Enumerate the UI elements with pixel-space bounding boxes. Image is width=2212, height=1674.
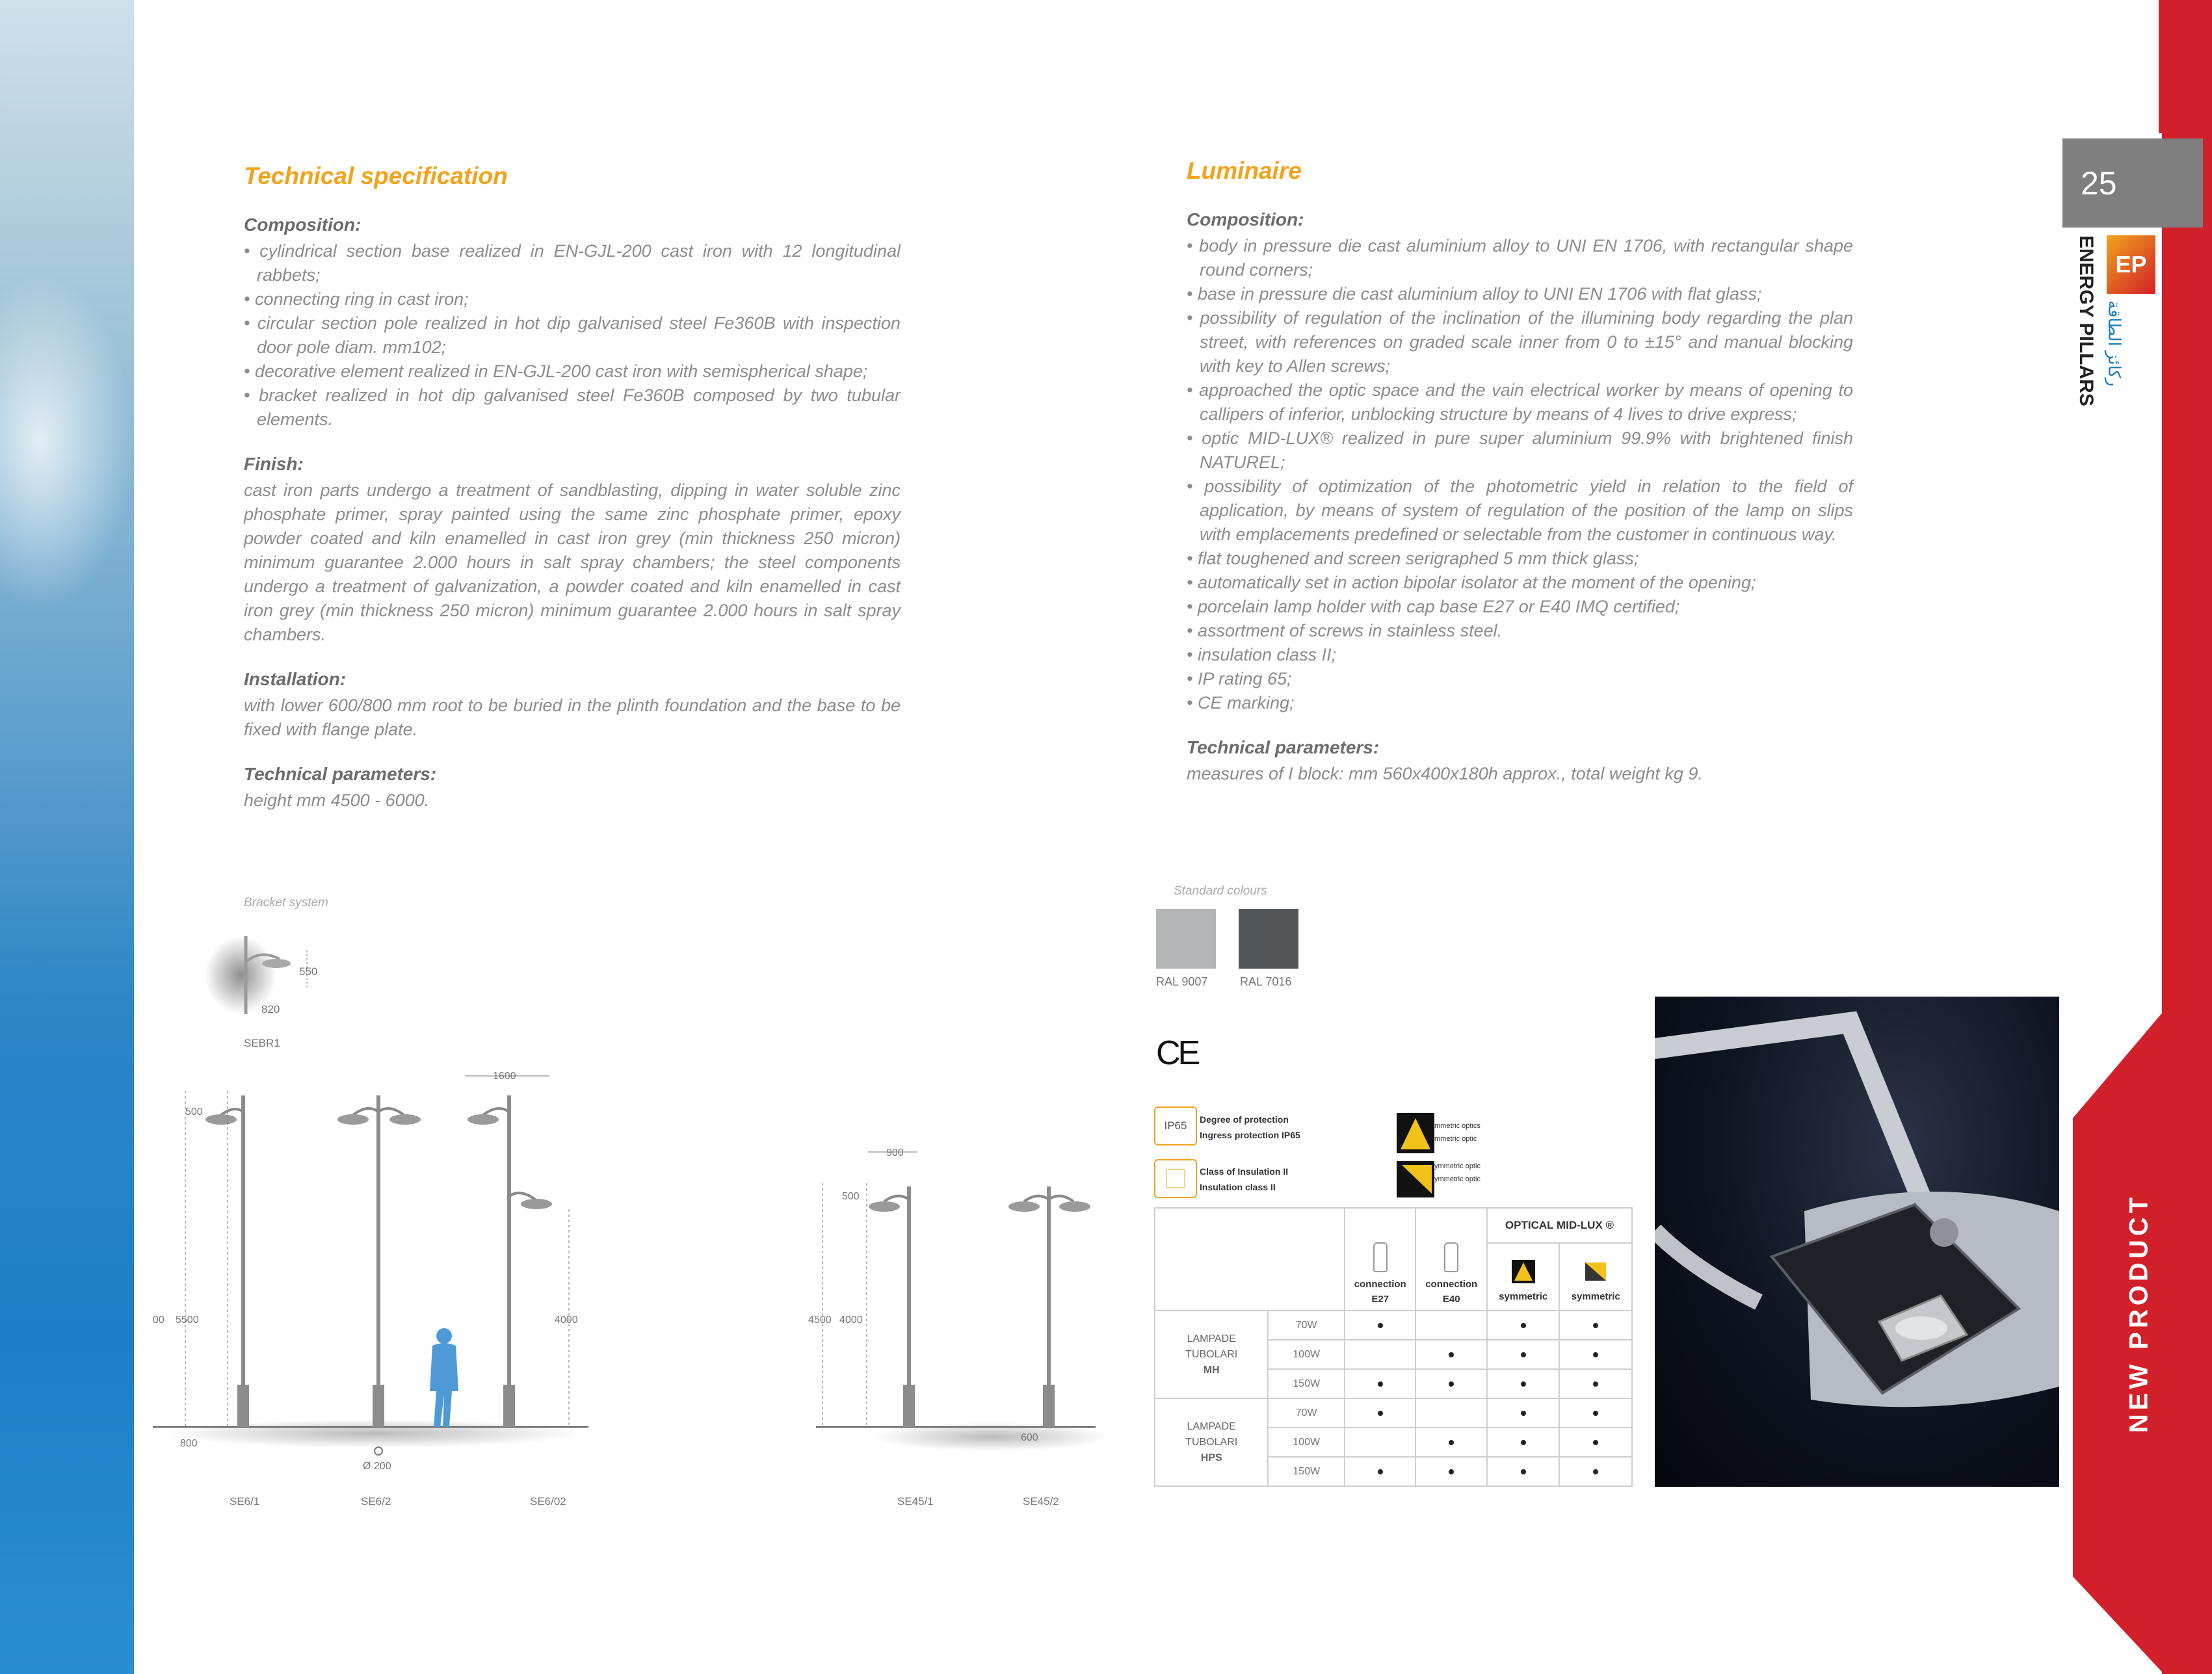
composition-title: Composition:: [244, 215, 362, 235]
composition-item: • body in pressure die cast aluminium alloy to UNI EN 1706, with rectangular shape round corners;: [1187, 234, 1853, 282]
composition-item: • cylindrical section base realized in EN-GJL-200 cast iron with 12 longitudinal rabbets;: [244, 239, 901, 287]
colour-label: RAL 7016: [1240, 975, 1292, 988]
parameters-text: height mm 4500 - 6000.: [244, 791, 430, 810]
model-label: SE6/02: [530, 1495, 566, 1508]
mark-cell: [1415, 1311, 1486, 1340]
colours-caption: Standard colours: [1174, 884, 1267, 898]
page-number: 25: [2062, 138, 2203, 228]
pole-se45-1: [869, 1186, 915, 1427]
luminaire-image: [1655, 997, 2059, 1487]
available-dot-icon: [1378, 1469, 1383, 1474]
finish-title: Finish:: [244, 454, 304, 474]
composition-item: • assortment of screws in stainless steel.: [1187, 619, 1853, 643]
available-dot-icon: [1521, 1440, 1526, 1445]
mark-cell: [1345, 1311, 1415, 1340]
insulation-legend-line: Insulation class II: [1200, 1182, 1276, 1192]
composition-item: • porcelain lamp holder with cap base E27 or E40 IMQ certified;: [1187, 595, 1853, 619]
available-dot-icon: [1593, 1352, 1598, 1357]
top-red-block: [2159, 0, 2212, 133]
mark-cell: [1345, 1369, 1415, 1398]
luminaire-section: [1187, 157, 1853, 786]
available-dot-icon: [1593, 1381, 1598, 1387]
insulation-legend: [1200, 1164, 1288, 1195]
available-dot-icon: [1593, 1440, 1598, 1445]
dim-6000: 00: [153, 1314, 165, 1326]
wattage-cell: 70W: [1268, 1398, 1345, 1428]
available-dot-icon: [1449, 1440, 1454, 1445]
col-header-line: E27: [1371, 1294, 1389, 1305]
lamp-group-line: TUBOLARI: [1185, 1348, 1238, 1360]
dim-5500: 5500: [176, 1314, 199, 1326]
bracket-dim-550: 550: [299, 965, 318, 978]
composition-item: • IP rating 65;: [1187, 667, 1853, 691]
composition-title: Composition:: [1187, 209, 1304, 229]
ip65-badge-icon: IP65: [1154, 1106, 1197, 1145]
available-dot-icon: [1378, 1323, 1383, 1328]
mark-cell: [1415, 1369, 1486, 1398]
colour-swatch-ral-9007: [1156, 909, 1216, 969]
lamp-e27-icon: [1373, 1242, 1388, 1272]
mark-cell: [1415, 1428, 1486, 1457]
finish-text: cast iron parts undergo a treatment of sandblasting, dipping in water soluble zinc phosphate primer, spray painted using the same zinc phosphate primer, epoxy powder coated and kiln enamelled in cast iron grey (min thickness 250 micron) minimum guarantee 2.000 hours in salt spray chambers; the steel components undergo a treatment of galvanization, a powder coated and kiln enamelled in cast iron grey (min thickness 250 micron) minimum guarantee 2.000 hours in salt spray chambers.: [244, 480, 901, 644]
available-dot-icon: [1521, 1352, 1526, 1357]
col-header-line: connection: [1425, 1279, 1478, 1290]
finish-block: [244, 454, 901, 647]
insulation-legend-line: Class of Insulation II: [1200, 1166, 1289, 1177]
optic-b-legend: [1434, 1160, 1481, 1186]
wattage-cell: 150W: [1268, 1369, 1345, 1398]
installation-block: [244, 669, 901, 742]
optic-legend-line: mmetric optics: [1434, 1122, 1481, 1130]
lamp-group-line: TUBOLARI: [1185, 1436, 1238, 1448]
asymmetric-optic-icon: [1397, 1161, 1434, 1197]
lamp-group-line: LAMPADE: [1187, 1420, 1236, 1432]
mark-cell: [1345, 1340, 1415, 1369]
available-dot-icon: [1593, 1411, 1598, 1416]
dim-4500: 4500: [808, 1314, 832, 1326]
mark-cell: [1415, 1457, 1486, 1486]
bracket-drawing: [195, 923, 345, 1060]
lamp-group-cell: [1155, 1398, 1268, 1486]
mark-cell: [1487, 1428, 1560, 1457]
optic-legend-line: ymmetric optic: [1434, 1175, 1481, 1183]
optical-mid-lux-header: OPTICAL MID-LUX ®: [1487, 1208, 1632, 1243]
mark-cell: [1487, 1311, 1560, 1340]
optic-legend-line: ymmetric optic: [1434, 1162, 1481, 1170]
mark-cell: [1559, 1340, 1632, 1369]
dim-500: 500: [185, 1106, 203, 1118]
wattage-cell: 70W: [1268, 1311, 1345, 1340]
right-parameters-block: [1187, 737, 1853, 786]
bracket-model: SEBR1: [244, 1037, 280, 1049]
col-header-line: symmetric: [1499, 1291, 1548, 1302]
sky-background-strip: [0, 0, 134, 1674]
lamp-group-line: LAMPADE: [1187, 1333, 1236, 1344]
parameters-text: measures of I block: mm 560x400x180h approx., total weight kg 9.: [1187, 764, 1703, 783]
available-dot-icon: [1521, 1411, 1526, 1416]
new-product-label-wrap: [2113, 1118, 2165, 1508]
mark-cell: [1559, 1311, 1632, 1340]
composition-item: • base in pressure die cast aluminium alloy to UNI EN 1706 with flat glass;: [1187, 282, 1853, 306]
composition-item: • possibility of optimization of the photometric yield in relation to the field of application, by means of system of regulation of the position of the lamp on slips with emplacements predefined or selectable from the customer in continuous way.: [1187, 475, 1853, 547]
ce-mark-icon: CE: [1156, 1034, 1198, 1072]
available-dot-icon: [1378, 1411, 1383, 1416]
col-e40: [1415, 1208, 1486, 1311]
col-e27: [1345, 1208, 1415, 1311]
parameters-title: Technical parameters:: [1187, 737, 1380, 757]
bracket-dim-820: 820: [261, 1003, 280, 1015]
optic-legend-line: mmetric optic: [1434, 1135, 1477, 1143]
col-symmetric-b: [1559, 1243, 1632, 1311]
lamp-specification-table: [1154, 1207, 1633, 1487]
pole-diagram: [146, 1053, 1109, 1521]
dim-4000: 4000: [555, 1314, 578, 1326]
optic-a-legend: [1434, 1119, 1481, 1145]
symmetric-optic-icon: [1397, 1113, 1434, 1153]
composition-item: • circular section pole realized in hot dip galvanised steel Fe360B with inspection door pole diam. mm102;: [244, 311, 901, 360]
technical-specification-section: [244, 163, 901, 813]
composition-item: • insulation class II;: [1187, 643, 1853, 667]
table-corner-cell: [1155, 1208, 1345, 1311]
lamp-e40-icon: [1444, 1242, 1458, 1272]
left-parameters-block: [244, 764, 901, 813]
model-label: SE6/2: [361, 1495, 391, 1508]
mark-cell: [1559, 1369, 1632, 1398]
bracket-caption: Bracket system: [244, 896, 328, 909]
product-photo: [1655, 997, 2059, 1487]
lamp-group-line: HPS: [1200, 1452, 1222, 1463]
dim-1600: 1600: [493, 1071, 516, 1082]
ip-legend-line: Ingress protection IP65: [1200, 1130, 1300, 1140]
ip-legend: [1200, 1112, 1300, 1143]
mark-cell: [1559, 1457, 1632, 1486]
section-heading: Technical specification: [244, 163, 508, 189]
brand-arabic: ركائز الطاقة: [2105, 300, 2124, 387]
dim-900: 900: [886, 1147, 904, 1158]
asymmetric-optic-icon: [1584, 1260, 1607, 1283]
composition-item: • possibility of regulation of the inclination of the illumining body regarding the plan street, with references on graded scale inner from 0 to ±15° and manual blocking with key to Allen screws;: [1187, 306, 1853, 378]
new-product-label: NEW PRODUCT: [2124, 1193, 2153, 1433]
available-dot-icon: [1593, 1323, 1598, 1328]
composition-block: [244, 215, 901, 432]
installation-title: Installation:: [244, 669, 347, 689]
composition-item: • optic MID-LUX® realized in pure super aluminium 99.9% with brightened finish NATUREL;: [1187, 426, 1853, 475]
mark-cell: [1487, 1369, 1560, 1398]
mark-cell: [1487, 1457, 1560, 1486]
ip-legend-line: Degree of protection: [1200, 1114, 1289, 1125]
lamp-group-cell: [1155, 1311, 1268, 1398]
colour-label: RAL 9007: [1156, 975, 1208, 988]
mark-cell: [1345, 1428, 1415, 1457]
mark-cell: [1487, 1340, 1560, 1369]
col-header-line: connection: [1354, 1279, 1406, 1290]
col-symmetric-a: [1487, 1243, 1560, 1311]
pole-se6-2: [337, 1095, 421, 1427]
cloud-decoration: [0, 273, 134, 611]
dim-800: 800: [180, 1438, 198, 1449]
mark-cell: [1415, 1398, 1486, 1428]
brand-name: ENERGY PILLARS: [2075, 235, 2097, 406]
wattage-cell: 100W: [1268, 1428, 1345, 1457]
dim-500-b: 500: [842, 1191, 860, 1202]
mark-cell: [1559, 1398, 1632, 1428]
mark-cell: [1415, 1340, 1486, 1369]
mark-cell: [1345, 1398, 1415, 1428]
lamp-group-line: MH: [1203, 1364, 1220, 1376]
available-dot-icon: [1378, 1381, 1383, 1387]
wattage-cell: 100W: [1268, 1340, 1345, 1369]
model-label: SE45/1: [897, 1495, 934, 1508]
installation-text: with lower 600/800 mm root to be buried in the plinth foundation and the base to be fixed with flange plate.: [244, 696, 901, 739]
pole-se6-02: [467, 1095, 552, 1427]
luminaire-composition-block: [1187, 209, 1853, 715]
colour-swatch-ral-7016: [1239, 909, 1298, 969]
mark-cell: [1345, 1457, 1415, 1486]
model-label: SE6/1: [230, 1495, 260, 1508]
composition-item: • flat toughened and screen serigraphed 5 mm thick glass;: [1187, 547, 1853, 571]
symmetric-optic-icon: [1512, 1260, 1535, 1283]
composition-item: • automatically set in action bipolar isolator at the moment of the opening;: [1187, 571, 1853, 595]
pole-se45-2: [1008, 1186, 1090, 1427]
available-dot-icon: [1593, 1469, 1598, 1474]
available-dot-icon: [1449, 1381, 1454, 1387]
col-header-line: E40: [1442, 1294, 1460, 1305]
composition-item: • CE marking;: [1187, 691, 1853, 715]
brand-logo: [2061, 235, 2159, 424]
available-dot-icon: [1521, 1323, 1526, 1328]
table-row: [1155, 1398, 1632, 1428]
dim-4000-b: 4000: [839, 1314, 863, 1326]
section-heading: Luminaire: [1187, 157, 1302, 184]
composition-item: • bracket realized in hot dip galvanised steel Fe360B composed by two tubular elements.: [244, 384, 901, 432]
insulation-class-icon: [1154, 1159, 1197, 1198]
dim-base: Ø 200: [363, 1461, 391, 1472]
available-dot-icon: [1521, 1469, 1526, 1474]
composition-item: • decorative element realized in EN-GJL-200 cast iron with semispherical shape;: [244, 360, 901, 384]
ep-logo-icon: EP: [2107, 235, 2155, 294]
wattage-cell: 150W: [1268, 1457, 1345, 1486]
composition-item: • approached the optic space and the vain electrical worker by means of opening to callipers of inferior, unblocking structure by means of 4 lives to drive express;: [1187, 378, 1853, 426]
available-dot-icon: [1449, 1352, 1454, 1357]
table-row: [1155, 1311, 1632, 1340]
dim-600: 600: [1021, 1432, 1038, 1443]
available-dot-icon: [1521, 1381, 1526, 1387]
col-header-line: symmetric: [1571, 1291, 1620, 1302]
parameters-title: Technical parameters:: [244, 764, 437, 784]
human-figure-icon: [430, 1328, 458, 1427]
available-dot-icon: [1449, 1469, 1454, 1474]
mark-cell: [1559, 1428, 1632, 1457]
mark-cell: [1487, 1398, 1560, 1428]
model-label: SE45/2: [1023, 1495, 1059, 1508]
composition-item: • connecting ring in cast iron;: [244, 287, 901, 311]
